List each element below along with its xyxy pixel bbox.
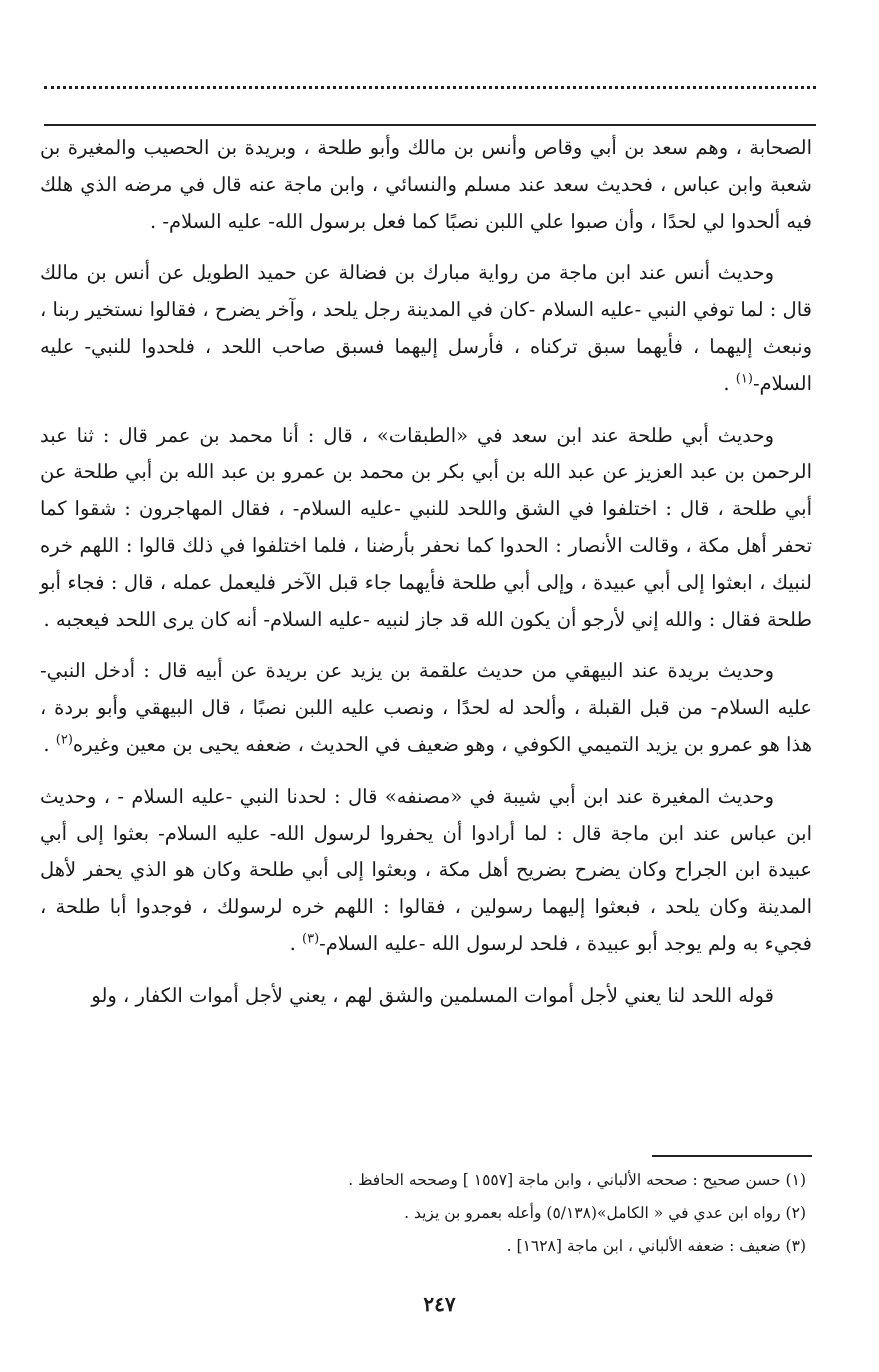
paragraph-6 xyxy=(40,978,812,1015)
paragraph-1-text: الصحابة ، وهم سعد بن أبي وقاص وأنس بن مالك وأبو طلحة ، وبريدة بن الحصيب والمغيرة بن شعبة وابن عباس ، فحديث سعد عند مسلم والنسائي ، وابن ماجة عنه قال في مرضه الذي هلك فيه ألحدوا لي لحدًا ، وأن صبوا علي اللبن نصبًا كما فعل برسول الله- عليه السلام- . xyxy=(40,136,812,233)
footnote-ref-3: (٣) xyxy=(302,931,320,947)
paragraph-2-period: . xyxy=(723,371,730,395)
footnote-2: (٢) رواه ابن عدي في « الكامل»(٥/١٣٨) وأعله بعمرو بن يزيد . xyxy=(404,1204,806,1222)
footnote-ref-1: (١) xyxy=(735,371,753,387)
main-text xyxy=(40,130,812,1030)
header-rule xyxy=(44,124,816,126)
page-number: ٢٤٧ xyxy=(423,1292,456,1316)
paragraph-1 xyxy=(40,130,812,240)
footnote-separator xyxy=(652,1155,812,1157)
paragraph-5 xyxy=(40,779,812,963)
paragraph-3 xyxy=(40,418,812,639)
paragraph-5-text: وحديث المغيرة عند ابن أبي شيبة في «مصنفه» قال : لحدنا النبي -عليه السلام - ، وحديث ابن عباس عند ابن ماجة قال : لما أرادوا أن يحفروا لرسول الله- عليه السلام- بعثوا إلى أبي عبيدة ابن الجراح وكان يضرح بضريح أهل مكة ، وبعثوا إلى أبي طلحة وكان هو الذي يحفر لأهل المدينة وكان يلحد ، فبعثوا إليهما رسولين ، فقالوا : اللهم خره لرسولك ، فوجدوا أبا طلحة ، فجيء به ولم يوجد أبو عبيدة ، فلحد لرسول الله -عليه السلام- xyxy=(40,784,812,955)
paragraph-3-text: وحديث أبي طلحة عند ابن سعد في «الطبقات» ، قال : أنا محمد بن عمر قال : ثنا عبد الرحمن بن عبد العزيز عن عبد الله بن أبي بكر بن محمد بن عمرو بن عبد الله بن أبي طلحة عن أبي طلحة ، قال : اختلفوا في الشق واللحد للنبي -عليه السلام- ، فقال المهاجرون : شقوا كما تحفر أهل مكة ، وقالت الأنصار : الحدوا كما نحفر بأرضنا ، فلما اختلفوا في ذلك قالوا : اللهم خره لنبيك ، ابعثوا إلى أبي عبيدة ، وإلى أبي طلحة فأيهما جاء قبل الآخر فليعمل عمله ، قال : فجاء أبو طلحة فقال : والله إني لأرجو أن يكون الله قد جاز لنبيه -عليه السلام- أنه كان يرى اللحد فيعجبه . xyxy=(40,423,812,631)
footnote-3: (٣) ضعيف : ضعفه الألباني ، ابن ماجة [١٦٢٨] . xyxy=(506,1237,806,1255)
header-dotted-line xyxy=(44,86,816,89)
footnote-ref-2: (٢) xyxy=(55,732,73,748)
paragraph-5-period: . xyxy=(289,931,296,955)
paragraph-2 xyxy=(40,255,812,402)
paragraph-2-text: وحديث أنس عند ابن ماجة من رواية مبارك بن فضالة عن حميد الطويل عن أنس بن مالك قال : لما توفي النبي -عليه السلام -كان في المدينة رجل يلحد ، وآخر يضرح ، فقالوا نستخير ربنا ، ونبعث إليهما ، فأيهما سبق تركناه ، فأرسل إليهما فسبق صاحب اللحد ، فلحدوا للنبي- عليه السلام- xyxy=(40,261,812,395)
paragraph-4 xyxy=(40,653,812,763)
paragraph-4-text: وحديث بريدة عند البيهقي من حديث علقمة بن يزيد عن بريدة عن أبيه قال : أدخل النبي-عليه السلام- من قبل القبلة ، وألحد له لحدًا ، ونصب عليه اللبن نصبًا ، قال البيهقي وأبو بردة ، هذا هو عمرو بن يزيد التميمي الكوفي ، وهو ضعيف في الحديث ، ضعفه يحيى بن معين وغيره xyxy=(40,659,812,756)
footnote-1: (١) حسن صحيح : صححه الألباني ، وابن ماجة [١٥٥٧ ] وصححه الحافظ . xyxy=(348,1171,806,1189)
footnotes xyxy=(40,1164,812,1263)
paragraph-6-text: قوله اللحد لنا يعني لأجل أموات المسلمين والشق لهم ، يعني لأجل أموات الكفار ، ولو xyxy=(91,983,774,1007)
paragraph-4-period: . xyxy=(43,732,50,756)
